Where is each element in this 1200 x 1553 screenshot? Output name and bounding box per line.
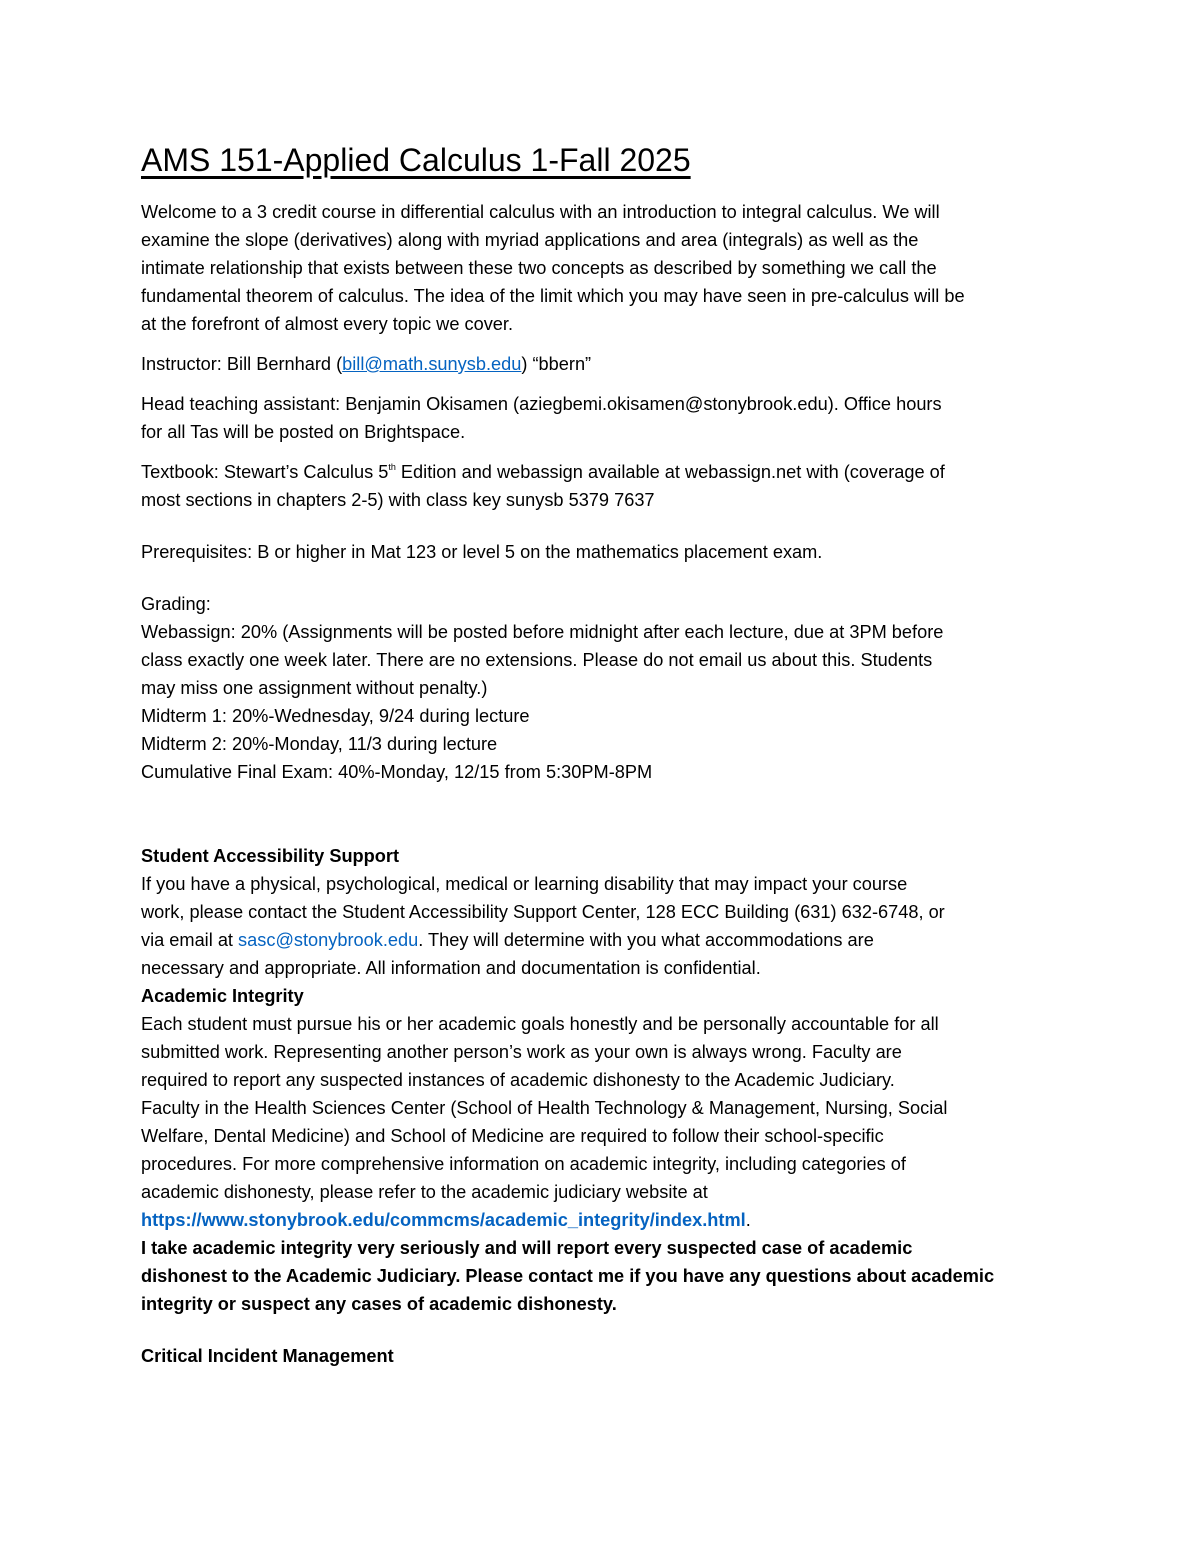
integrity-line: Welfare, Dental Medicine) and School of Medicine are required to follow their school-specific xyxy=(141,1126,884,1146)
welcome-line: intimate relationship that exists between these two concepts as described by something we call the xyxy=(141,258,937,278)
spacer xyxy=(141,514,1071,538)
grading-section xyxy=(141,590,1071,786)
accessibility-email-prefix: via email at xyxy=(141,930,239,950)
spacer xyxy=(141,446,1071,458)
head-ta-line: Head teaching assistant: Benjamin Okisamen (aziegbemi.okisamen@stonybrook.edu). Office hours xyxy=(141,394,942,414)
head-ta-line: for all Tas will be posted on Brightspace. xyxy=(141,422,466,442)
textbook-edition-superscript: th xyxy=(388,462,396,472)
accessibility-email-suffix: . They will determine with you what accommodations are xyxy=(418,930,874,950)
accessibility-line xyxy=(141,926,1071,954)
integrity-line: Faculty in the Health Sciences Center (School of Health Technology & Management, Nursing, Social xyxy=(141,1098,948,1118)
grading-line: Cumulative Final Exam: 40%-Monday, 12/15 from 5:30PM-8PM xyxy=(141,762,653,782)
accessibility-heading: Student Accessibility Support xyxy=(141,846,400,866)
integrity-url-line xyxy=(141,1206,1071,1234)
textbook-line xyxy=(141,458,1071,486)
critical-incident-heading: Critical Incident Management xyxy=(141,1346,394,1366)
textbook-prefix: Textbook: Stewart’s Calculus 5 xyxy=(141,462,389,482)
spacer xyxy=(141,566,1071,590)
welcome-line: Welcome to a 3 credit course in differential calculus with an introduction to integral calculus. We will xyxy=(141,202,940,222)
textbook-suffix: Edition and webassign available at webassign.net with (coverage of xyxy=(395,462,945,482)
instructor-line xyxy=(141,350,1071,378)
integrity-closing-line: I take academic integrity very seriously and will report every suspected case of academic xyxy=(141,1238,913,1258)
spacer xyxy=(141,1318,1071,1342)
instructor-paragraph xyxy=(141,350,1071,378)
integrity-line: submitted work. Representing another person’s work as your own is always wrong. Faculty are xyxy=(141,1042,902,1062)
prerequisites-paragraph xyxy=(141,538,1071,566)
spacer xyxy=(141,338,1071,350)
accessibility-line: If you have a physical, psychological, medical or learning disability that may impact your course xyxy=(141,874,908,894)
instructor-prefix: Instructor: Bill Bernhard ( xyxy=(141,354,343,374)
grading-line: may miss one assignment without penalty.) xyxy=(141,678,488,698)
head-ta-paragraph xyxy=(141,390,1071,446)
prerequisites-line: Prerequisites: B or higher in Mat 123 or level 5 on the mathematics placement exam. xyxy=(141,542,823,562)
integrity-line: procedures. For more comprehensive information on academic integrity, including categories of xyxy=(141,1154,906,1174)
grading-line: class exactly one week later. There are no extensions. Please do not email us about this. Students xyxy=(141,650,933,670)
instructor-suffix: ) “bbern” xyxy=(521,354,592,374)
accessibility-section xyxy=(141,842,1071,982)
integrity-closing-line: integrity or suspect any cases of academic dishonesty. xyxy=(141,1294,617,1314)
integrity-line: required to report any suspected instances of academic dishonesty to the Academic Judiciary. xyxy=(141,1070,895,1090)
integrity-closing-line: dishonest to the Academic Judiciary. Please contact me if you have any questions about academic xyxy=(141,1266,995,1286)
accessibility-email-link[interactable]: sasc@stonybrook.edu xyxy=(238,930,419,950)
welcome-line: examine the slope (derivatives) along with myriad applications and area (integrals) as well as the xyxy=(141,230,919,250)
integrity-section xyxy=(141,982,1071,1318)
syllabus-page xyxy=(141,140,1071,1370)
accessibility-line: work, please contact the Student Accessibility Support Center, 128 ECC Building (631) 632-6748, or xyxy=(141,902,945,922)
instructor-email-link[interactable]: bill@math.sunysb.edu xyxy=(342,354,522,374)
integrity-heading: Academic Integrity xyxy=(141,986,304,1006)
grading-line: Midterm 1: 20%-Wednesday, 9/24 during lecture xyxy=(141,706,530,726)
integrity-line: Each student must pursue his or her academic goals honestly and be personally accountable for all xyxy=(141,1014,939,1034)
integrity-url-link[interactable]: https://www.stonybrook.edu/commcms/academic_integrity/index.html xyxy=(141,1210,746,1230)
integrity-line: academic dishonesty, please refer to the academic judiciary website at xyxy=(141,1182,708,1202)
welcome-line: at the forefront of almost every topic we cover. xyxy=(141,314,514,334)
welcome-paragraph xyxy=(141,198,1071,338)
welcome-line: fundamental theorem of calculus. The idea of the limit which you may have seen in pre-calculus will be xyxy=(141,286,965,306)
critical-incident-section xyxy=(141,1342,1071,1370)
grading-line: Midterm 2: 20%-Monday, 11/3 during lecture xyxy=(141,734,498,754)
accessibility-line: necessary and appropriate. All information and documentation is confidential. xyxy=(141,958,761,978)
grading-line: Webassign: 20% (Assignments will be posted before midnight after each lecture, due at 3PM before xyxy=(141,622,944,642)
textbook-line: most sections in chapters 2-5) with class key sunysb 5379 7637 xyxy=(141,490,655,510)
integrity-url-suffix: . xyxy=(745,1210,751,1230)
textbook-paragraph xyxy=(141,458,1071,514)
grading-heading: Grading: xyxy=(141,594,211,614)
spacer xyxy=(141,378,1071,390)
page-title: AMS 151-Applied Calculus 1-Fall 2025 xyxy=(141,142,691,178)
spacer xyxy=(141,786,1071,842)
